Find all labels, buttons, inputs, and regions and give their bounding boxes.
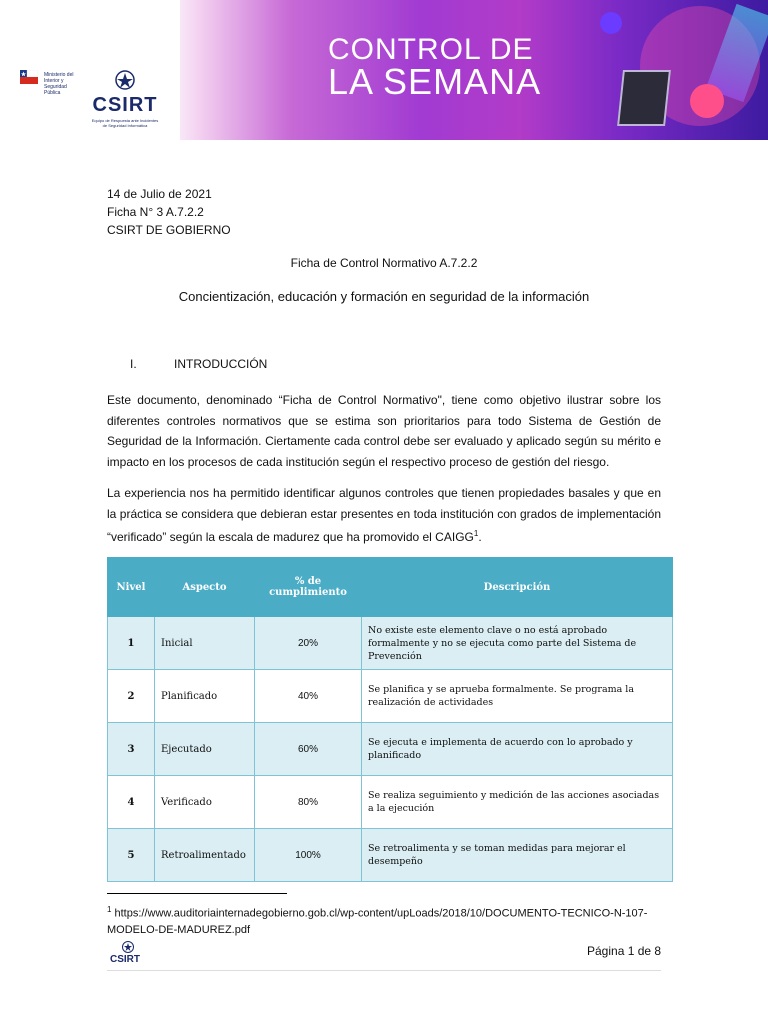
chile-flag-icon: [20, 70, 38, 84]
government-logo-text: Ministerio del Interior y Seguridad Pública: [44, 72, 74, 96]
section-title: INTRODUCCIÓN: [174, 357, 268, 371]
cell-nivel: 3: [108, 723, 155, 776]
cell-nivel: 5: [108, 829, 155, 882]
decorative-dot: [600, 12, 622, 34]
cell-aspecto: Verificado: [155, 776, 255, 829]
laptop-illustration: [617, 70, 671, 126]
paragraph-intro: Este documento, denominado “Ficha de Control Normativo", tiene como objetivo ilustrar sobre los diferentes controles normativos que se estima son prioritarios para todo Sistema de Gestión de Seguridad de la Información. Ciertamente cada control debe ser evaluado y aplicado según su mérito e impacto en los procesos de cada institución según el respectivo proceso de gestión del riesgo.: [107, 393, 661, 469]
cell-nivel: 4: [108, 776, 155, 829]
table-row: [108, 776, 673, 829]
page-number: Página 1 de 8: [587, 944, 662, 958]
cell-cumplimiento: 20%: [255, 617, 362, 670]
banner-title: [328, 33, 542, 102]
document-organization: CSIRT DE GOBIERNO: [107, 223, 231, 237]
banner-title-line2: LA SEMANA: [328, 61, 542, 102]
maturity-table: [107, 557, 673, 882]
decorative-circle-pink: [690, 84, 724, 118]
banner-title-line1: CONTROL DE: [328, 33, 534, 66]
csirt-logo: [90, 68, 160, 130]
header-banner: [0, 0, 768, 140]
cell-aspecto: Retroalimentado: [155, 829, 255, 882]
document-title: Ficha de Control Normativo A.7.2.2: [290, 256, 478, 270]
table-row: [108, 723, 673, 776]
cell-aspecto: Ejecutado: [155, 723, 255, 776]
footer-separator: [107, 970, 661, 971]
section-number: I.: [130, 357, 137, 371]
table-row: [108, 617, 673, 670]
logo-area: [0, 0, 180, 140]
document-ficha-number: Ficha N° 3 A.7.2.2: [107, 205, 204, 219]
footer-coat-of-arms-icon: [118, 940, 138, 954]
cell-nivel: 2: [108, 670, 155, 723]
paragraph-experience-end: .: [478, 530, 482, 544]
coat-of-arms-icon: [110, 68, 140, 94]
paragraph-experience-text: La experiencia nos ha permitido identificar algunos controles que tienen propiedades basales y que en la práctica se considera que debieran estar presentes en toda institución con grados de implementación “verificado” según la escala de madurez que ha promovido el CAIGG: [107, 486, 661, 544]
cell-aspecto: Inicial: [155, 617, 255, 670]
document-meta: [107, 185, 231, 239]
section-heading: [130, 357, 267, 371]
document-subtitle: Concientización, educación y formación en seguridad de la información: [178, 289, 590, 304]
footnote-separator: [107, 893, 287, 894]
footnote-link[interactable]: https://www.auditoriainternadegobierno.gob.cl/wp-content/upLoads/2018/10/DOCUMENTO-TECNICO-N-107-MODELO-DE-MADUREZ.pdf: [107, 907, 648, 936]
footnote-reference[interactable]: 1: [473, 529, 479, 538]
cell-aspecto: Planificado: [155, 670, 255, 723]
csirt-logo-subtitle: Equipo de Respuesta ante Incidentes de Seguridad Informática: [91, 118, 159, 128]
table-row: [108, 829, 673, 882]
cell-descripcion: Se planifica y se aprueba formalmente. Se programa la realización de actividades: [362, 670, 673, 723]
table-row: [108, 670, 673, 723]
cell-cumplimiento: 100%: [255, 829, 362, 882]
cell-descripcion: Se ejecuta e implementa de acuerdo con lo aprobado y planificado: [362, 723, 673, 776]
cell-nivel: 1: [108, 617, 155, 670]
column-header-aspecto: Aspecto: [155, 558, 255, 617]
cell-cumplimiento: 80%: [255, 776, 362, 829]
csirt-logo-text: CSIRT: [92, 94, 158, 116]
government-logo: [20, 70, 84, 130]
footnote: [107, 902, 667, 938]
table-header-row: [108, 558, 673, 617]
cell-descripcion: Se retroalimenta y se toman medidas para mejorar el desempeño: [362, 829, 673, 882]
column-header-descripcion: Descripción: [362, 558, 673, 617]
cell-cumplimiento: 60%: [255, 723, 362, 776]
footnote-mark: 1: [107, 905, 112, 914]
footer-csirt-logo: [110, 940, 150, 970]
cell-cumplimiento: 40%: [255, 670, 362, 723]
cell-descripcion: No existe este elemento clave o no está aprobado formalmente y no se ejecuta como parte del Sistema de Prevención: [362, 617, 673, 670]
document-date: 14 de Julio de 2021: [107, 187, 212, 201]
cell-descripcion: Se realiza seguimiento y medición de las acciones asociadas a la ejecución: [362, 776, 673, 829]
footer-logo-text: CSIRT: [110, 954, 140, 965]
column-header-cumplimiento: % de cumplimiento: [255, 558, 362, 617]
column-header-nivel: Nivel: [108, 558, 155, 617]
paragraph-experience: [107, 483, 661, 548]
